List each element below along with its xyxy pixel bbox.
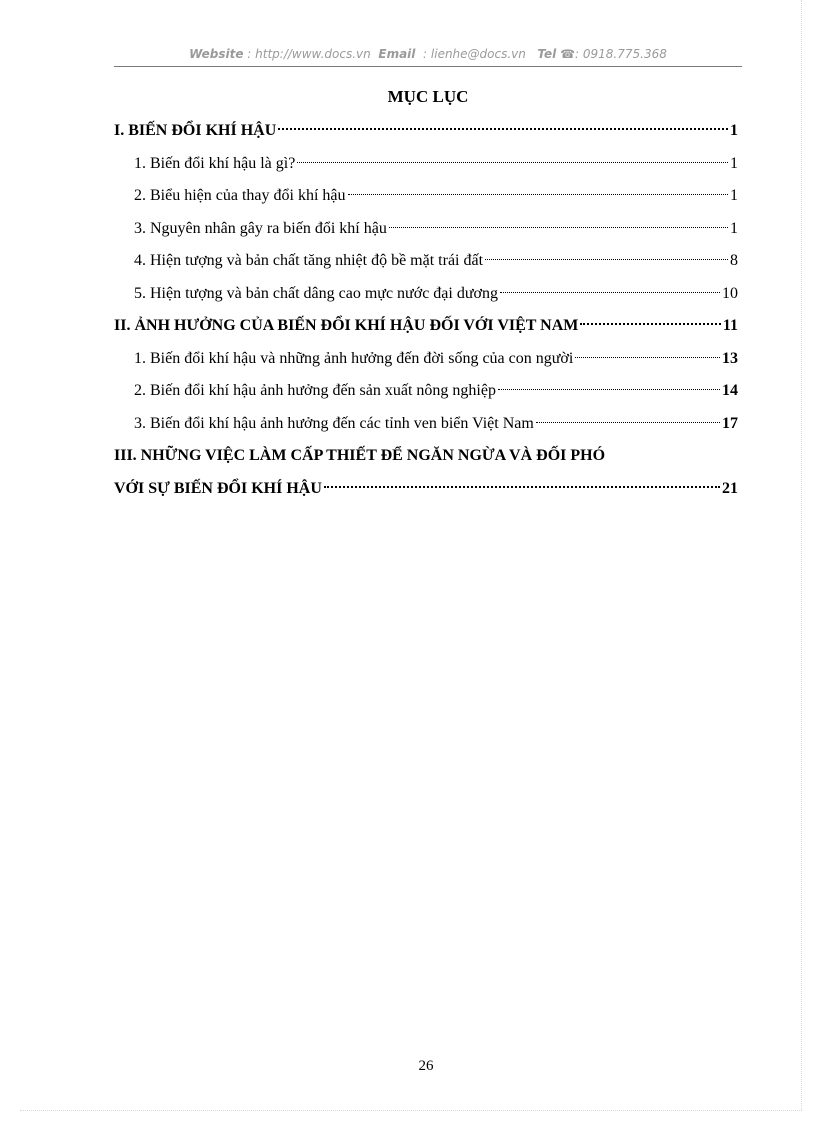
dot-leader xyxy=(278,128,728,130)
toc-entry-text-line2: VỚI SỰ BIẾN ĐỔI KHÍ HẬU xyxy=(114,479,322,497)
toc-entry-page: 13 xyxy=(722,349,738,367)
toc-entry-text: 4. Hiện tượng và bản chất tăng nhiệt độ bề mặt trái đất xyxy=(134,252,484,269)
dot-leader xyxy=(389,227,728,228)
email-label: Email xyxy=(378,47,416,61)
toc-entry-text: 2. Biểu hiện của thay đổi khí hậu xyxy=(134,187,346,204)
toc-entry[interactable] xyxy=(114,281,738,314)
page-number: 26 xyxy=(418,1058,434,1074)
toc-entry[interactable] xyxy=(114,313,738,346)
website-value: : http://www.docs.vn xyxy=(247,47,371,61)
toc-entry-text: 3. Biến đổi khí hậu ảnh hưởng đến các tỉnh ven biển Việt Nam xyxy=(134,414,534,432)
toc-entry-page: 1 xyxy=(730,219,738,237)
email-value: : lienhe@docs.vn xyxy=(423,47,526,61)
tel-label: Tel xyxy=(537,47,557,61)
toc-entry[interactable] xyxy=(114,378,738,411)
toc-entry-page: 14 xyxy=(722,382,738,399)
toc-entry-page: 1 xyxy=(730,154,738,172)
dot-leader xyxy=(580,323,721,325)
dot-leader xyxy=(536,422,720,423)
table-of-contents xyxy=(114,118,738,508)
page-border-bottom xyxy=(20,1110,802,1111)
toc-title: MỤC LỤC xyxy=(387,87,469,106)
toc-entry-page: 17 xyxy=(722,414,738,432)
toc-entry-page: 10 xyxy=(722,284,738,302)
toc-entry-page: 21 xyxy=(722,479,738,497)
page-header xyxy=(114,47,742,61)
page-border-right xyxy=(801,0,802,1110)
dot-leader xyxy=(498,389,720,390)
toc-entry[interactable] xyxy=(114,443,738,476)
phone-icon: ☎ xyxy=(560,47,576,61)
dot-leader xyxy=(500,292,720,293)
toc-entry-text: II. ẢNH HƯỞNG CỦA BIẾN ĐỔI KHÍ HẬU ĐỐI VỚI VIỆT NAM xyxy=(114,317,579,334)
dot-leader xyxy=(348,194,728,195)
website-label: Website xyxy=(189,47,244,61)
toc-entry-page: 8 xyxy=(730,252,738,269)
tel-value: : 0918.775.368 xyxy=(575,47,667,61)
toc-entry[interactable] xyxy=(114,151,738,184)
dot-leader xyxy=(297,162,728,163)
toc-entry-text: 5. Hiện tượng và bản chất dâng cao mực nước đại dương xyxy=(134,284,498,302)
toc-entry-page: 1 xyxy=(730,187,738,204)
toc-entry[interactable] xyxy=(114,346,738,379)
toc-entry-page: 11 xyxy=(722,317,738,334)
toc-entry[interactable] xyxy=(114,183,738,216)
toc-entry[interactable] xyxy=(114,411,738,444)
toc-entry-text: I. BIẾN ĐỔI KHÍ HẬU xyxy=(114,122,277,139)
toc-entry[interactable] xyxy=(114,118,738,151)
toc-entry-text: 1. Biến đổi khí hậu và những ảnh hưởng đến đời sống của con người xyxy=(134,349,574,367)
toc-entry[interactable] xyxy=(114,216,738,249)
toc-entry-page: 1 xyxy=(730,122,738,139)
header-rule xyxy=(114,66,742,67)
toc-entry[interactable] xyxy=(114,248,738,281)
dot-leader xyxy=(575,357,720,358)
dot-leader xyxy=(324,486,720,488)
dot-leader xyxy=(485,259,728,260)
toc-entry-text: 1. Biến đổi khí hậu là gì? xyxy=(134,154,296,172)
toc-entry-continued[interactable] xyxy=(114,476,738,509)
toc-entry-text: 2. Biến đổi khí hậu ảnh hưởng đến sản xuất nông nghiệp xyxy=(134,382,496,399)
toc-entry-text-line1: III. NHỮNG VIỆC LÀM CẤP THIẾT ĐỂ NGĂN NGỪA VÀ ĐỐI PHÓ xyxy=(114,447,606,464)
toc-entry-text: 3. Nguyên nhân gây ra biến đổi khí hậu xyxy=(134,219,387,237)
